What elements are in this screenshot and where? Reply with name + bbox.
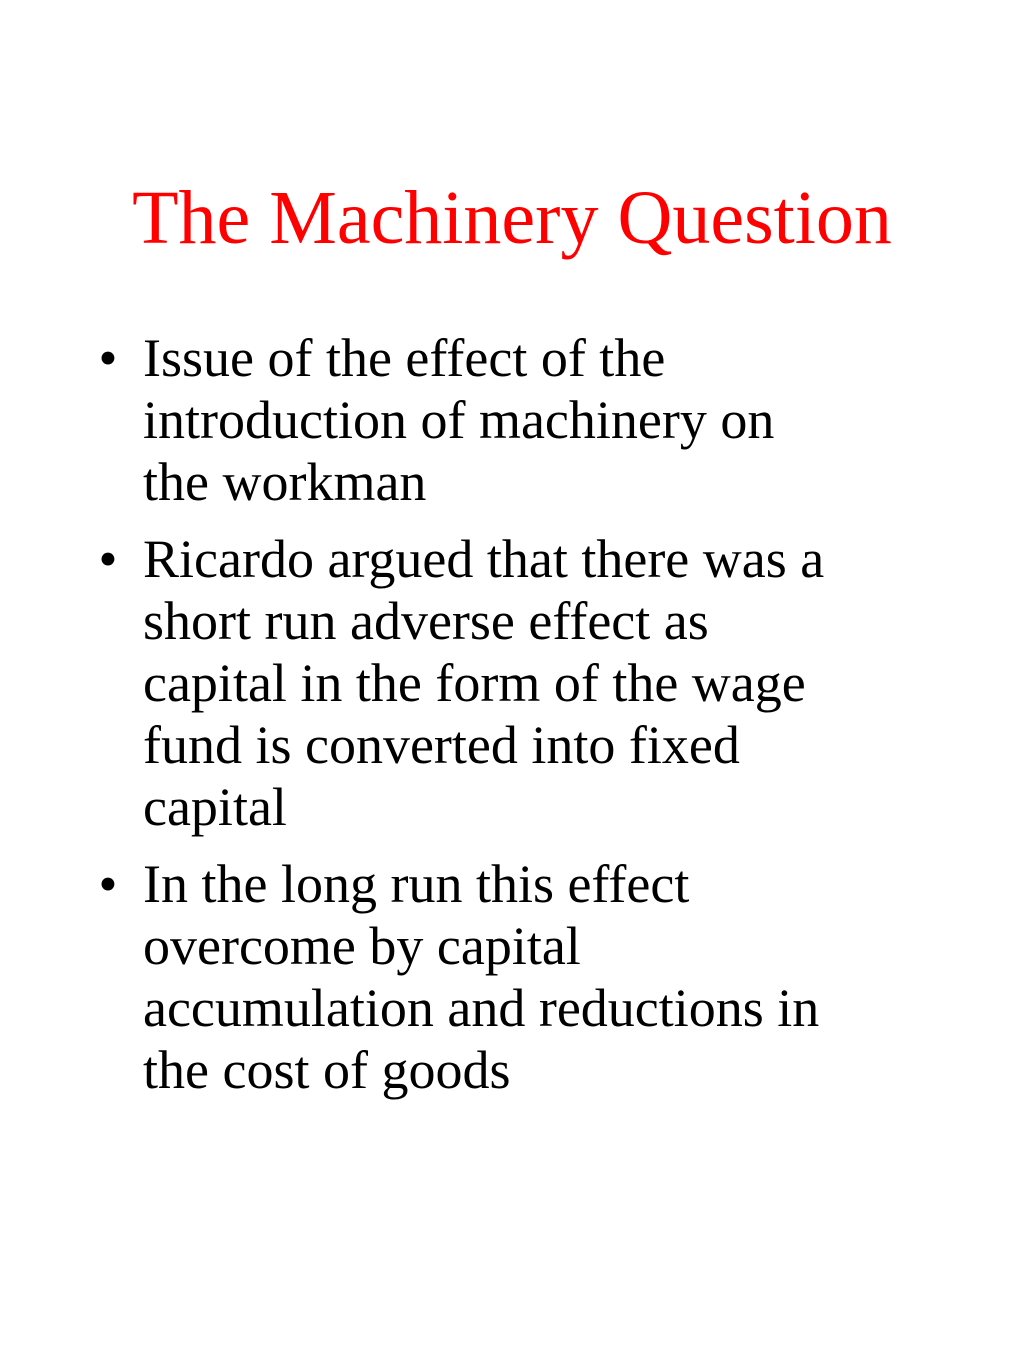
bullet-text-line: overcome by capital [143, 916, 581, 976]
bullet-item-3 [88, 853, 928, 1101]
bullet-text-line: short run adverse effect as [143, 591, 709, 651]
bullet-text-line: capital in the form of the wage [143, 653, 806, 713]
bullet-icon: • [98, 854, 118, 914]
bullet-list [88, 327, 928, 1116]
bullet-item-1 [88, 327, 928, 513]
bullet-text-line: the cost of goods [143, 1040, 511, 1100]
bullet-text-line: Ricardo argued that there was a [143, 529, 825, 589]
bullet-text-line: accumulation and reductions in [143, 978, 820, 1038]
bullet-text-line: capital [143, 777, 287, 837]
bullet-text-line: introduction of machinery on [143, 390, 775, 450]
bullet-text-line: In the long run this effect [143, 854, 690, 914]
bullet-icon: • [98, 328, 118, 388]
bullet-text-line: fund is converted into fixed [143, 715, 740, 775]
bullet-text-line: Issue of the effect of the [143, 328, 666, 388]
slide-title: The Machinery Question [132, 176, 892, 260]
bullet-text-line: the workman [143, 452, 427, 512]
bullet-icon: • [98, 529, 118, 589]
bullet-item-2 [88, 528, 928, 838]
